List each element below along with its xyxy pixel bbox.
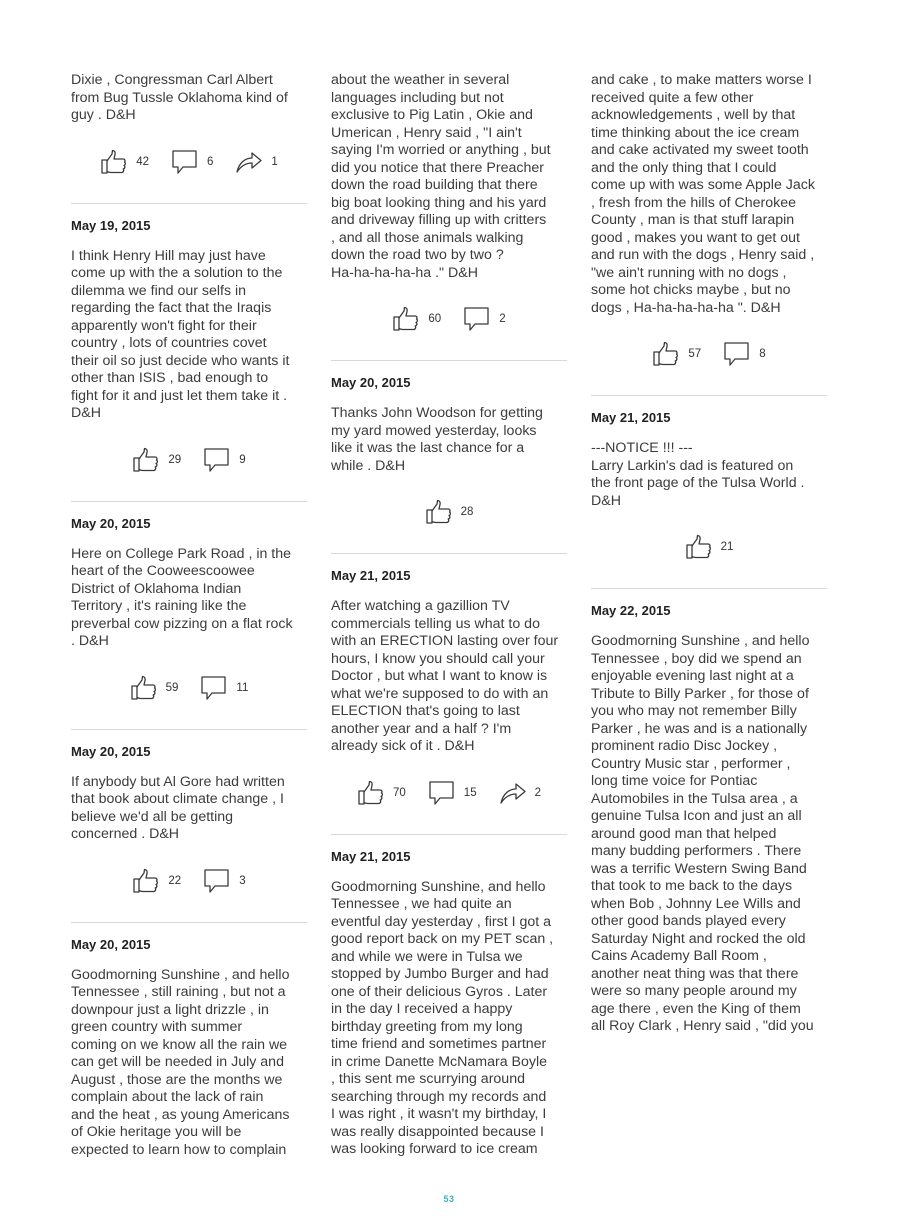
comment-bubble-icon bbox=[723, 341, 751, 367]
thumbs-up-icon bbox=[652, 341, 680, 367]
divider bbox=[71, 729, 307, 730]
post-date: May 20, 2015 bbox=[71, 515, 151, 531]
post-text: Dixie , Congressman Carl Albert from Bug Tussle Oklahoma kind of guy . D&H bbox=[71, 72, 288, 123]
thumbs-up-icon bbox=[392, 306, 420, 332]
reactions-bar bbox=[331, 489, 567, 535]
post-text: If anybody but Al Gore had written that book about climate change , I believe we'd all be getting concerned . D&H bbox=[71, 773, 285, 842]
comment-button[interactable] bbox=[463, 306, 505, 332]
like-count: 57 bbox=[688, 348, 702, 360]
post bbox=[71, 218, 307, 502]
comment-bubble-icon bbox=[200, 675, 228, 701]
post-date: May 20, 2015 bbox=[71, 936, 151, 952]
share-count: 1 bbox=[271, 155, 278, 168]
reactions-bar bbox=[71, 858, 307, 904]
comment-button[interactable] bbox=[203, 447, 245, 473]
like-count: 28 bbox=[460, 506, 474, 518]
like-count: 59 bbox=[165, 681, 179, 694]
comment-button[interactable] bbox=[723, 341, 765, 367]
post bbox=[591, 603, 827, 1036]
post bbox=[71, 516, 307, 730]
column-2 bbox=[331, 72, 567, 1159]
divider bbox=[591, 395, 827, 396]
like-button[interactable] bbox=[685, 534, 734, 560]
comment-bubble-icon bbox=[171, 149, 199, 175]
divider bbox=[71, 922, 307, 923]
share-button[interactable] bbox=[499, 780, 541, 806]
post-text: After watching a gazillion TV commercials telling us what to do with an ERECTION lasting over four hours, I know you should call your Doctor , but what I want to know is what we're supposed to do with an ELECTION that's going to last another year and a half ? I'm already sick of it . D&H bbox=[331, 598, 559, 754]
divider bbox=[71, 501, 307, 502]
like-count: 70 bbox=[393, 786, 406, 799]
post bbox=[331, 375, 567, 554]
comment-count: 15 bbox=[463, 786, 477, 799]
reactions-bar bbox=[331, 770, 567, 816]
post bbox=[71, 937, 307, 1160]
like-count: 22 bbox=[168, 874, 182, 887]
like-button[interactable] bbox=[132, 868, 181, 894]
comment-count: 9 bbox=[239, 453, 246, 466]
like-button[interactable] bbox=[130, 675, 179, 701]
reactions-bar bbox=[71, 139, 307, 185]
post-date: May 20, 2015 bbox=[71, 743, 151, 759]
post-text: ---NOTICE !!! --- Larry Larkin's dad is featured on the front page of the Tulsa World . D&H bbox=[591, 440, 805, 509]
post-date: May 21, 2015 bbox=[591, 410, 671, 425]
post bbox=[71, 744, 307, 923]
comment-bubble-icon bbox=[428, 780, 456, 806]
post bbox=[591, 72, 827, 396]
comment-bubble-icon bbox=[463, 306, 491, 332]
like-count: 42 bbox=[136, 155, 149, 168]
divider bbox=[331, 360, 567, 361]
post-date: May 21, 2015 bbox=[331, 568, 411, 583]
divider bbox=[591, 588, 827, 589]
like-count: 60 bbox=[428, 313, 442, 325]
post bbox=[331, 849, 567, 1159]
like-button[interactable] bbox=[392, 306, 441, 332]
thumbs-up-icon bbox=[130, 675, 158, 701]
reactions-bar bbox=[71, 665, 307, 711]
thumbs-up-icon bbox=[132, 868, 160, 894]
share-button[interactable] bbox=[235, 149, 277, 175]
reactions-bar bbox=[331, 296, 567, 342]
page-number: 53 bbox=[443, 1194, 455, 1204]
comment-button[interactable] bbox=[200, 675, 248, 701]
post-date: May 19, 2015 bbox=[71, 217, 151, 233]
divider bbox=[71, 203, 307, 204]
post-date: May 22, 2015 bbox=[591, 603, 671, 618]
comment-count: 6 bbox=[206, 155, 214, 168]
post-text: Thanks John Woodson for getting my yard mowed yesterday, looks like it was the last chance for a while . D&H bbox=[331, 405, 543, 474]
thumbs-up-icon bbox=[425, 499, 453, 525]
post bbox=[331, 72, 567, 361]
comment-bubble-icon bbox=[203, 447, 231, 473]
comment-count: 3 bbox=[239, 874, 246, 887]
post bbox=[331, 568, 567, 835]
thumbs-up-icon bbox=[100, 149, 128, 175]
column-3 bbox=[591, 72, 827, 1036]
share-arrow-icon bbox=[235, 149, 263, 175]
post-text: Goodmorning Sunshine , and hello Tennessee , boy did we spend an enjoyable evening last night at a Tribute to Billy Parker , for those of you who may not remember Billy Parker , he was and is a nationally prominent radio Disc Jockey , Country Music star , performer , long time voice for Pontiac Automobiles in the Tulsa area , a genuine Tulsa Icon and just an all around good man that helped many budding performers . There was a terrific Western Swing Band that took to me back to the days when Bob , Johnny Lee Wills and other good bands played every Saturday Night and rocked the old Cains Academy Ball Room , another neat thing was that there were so many people around my age there , even the King of them all Roy Clark , Henry said , "did you bbox=[591, 633, 814, 1034]
share-arrow-icon bbox=[499, 780, 527, 806]
comment-button[interactable] bbox=[171, 149, 213, 175]
post-text: about the weather in several languages including but not exclusive to Pig Latin , Okie and Umerican , Henry said , "I ain't saying I'm worried or anything , but did you notice that there Preacher down the road building that there big boat looking thing and his yard and driveway filling up with critters , and all those animals walking down the road two by two ? Ha-ha-ha-ha-ha ." D&H bbox=[331, 72, 551, 281]
reactions-bar bbox=[71, 437, 307, 483]
post-text: Here on College Park Road , in the heart of the Cooweescoowee District of Oklahoma Indian Territory , it's raining like the preverbal cow pizzing on a flat rock . D&H bbox=[71, 545, 293, 649]
like-button[interactable] bbox=[132, 447, 181, 473]
like-button[interactable] bbox=[425, 499, 474, 525]
divider bbox=[331, 553, 567, 554]
reactions-bar bbox=[591, 524, 827, 570]
post-date: May 21, 2015 bbox=[331, 848, 411, 864]
like-button[interactable] bbox=[652, 341, 701, 367]
post-date: May 20, 2015 bbox=[331, 375, 411, 390]
post bbox=[591, 410, 827, 589]
like-button[interactable] bbox=[357, 780, 406, 806]
column-1 bbox=[71, 72, 307, 1159]
comment-count: 2 bbox=[499, 313, 506, 325]
comment-button[interactable] bbox=[203, 868, 245, 894]
comment-count: 8 bbox=[759, 348, 766, 360]
reactions-bar bbox=[591, 331, 827, 377]
share-count: 2 bbox=[534, 786, 541, 799]
like-count: 29 bbox=[168, 453, 182, 466]
divider bbox=[331, 834, 567, 835]
post bbox=[71, 72, 307, 204]
post-text: and cake , to make matters worse I received quite a few other acknowledgements , well by that time thinking about the ice cream and cake activated my sweet tooth and the only thing that I could come up with was some Apple Jack , fresh from the hills of Cherokee County , man is that stuff larapin good , makes you want to get out and run with the dogs , Henry said , "we ain't running with no dogs , some hot chicks maybe , but no dogs , Ha-ha-ha-ha-ha ". D&H bbox=[591, 72, 815, 316]
like-count: 21 bbox=[720, 541, 734, 553]
comment-count: 11 bbox=[236, 681, 249, 694]
post-text: I think Henry Hill may just have come up with the a solution to the dilemma we find our selfs in regarding the fact that the Iraqis apparently won't fight for their country , lots of countries covet their oil so just decide who wants it other than ISIS , bad enough to fight for it and just let them take it . D&H bbox=[71, 247, 290, 421]
comment-bubble-icon bbox=[203, 868, 231, 894]
post-text: Goodmorning Sunshine , and hello Tennessee , still raining , but not a downpour just a light drizzle , in green country with summer coming on we know all the rain we can get will be needed in July and August , those are the months we complain about the lack of rain and the heat , as young Americans of Okie heritage you will be expected to learn how to complain bbox=[71, 966, 290, 1158]
comment-button[interactable] bbox=[428, 780, 477, 806]
like-button[interactable] bbox=[100, 149, 149, 175]
thumbs-up-icon bbox=[132, 447, 160, 473]
post-text: Goodmorning Sunshine, and hello Tennessee , we had quite an eventful day yesterday , first I got a good report back on my PET scan , and while we were in Tulsa we stopped by Jumbo Burger and had one of their delicious Gyros . Later in the day I received a happy birthday greeting from my long time friend and sometimes partner in crime Danette McNamara Boyle , this sent me scurrying around searching through my records and I was right , it wasn't my birthday, I was really disappointed because I was looking forward to ice cream bbox=[331, 878, 554, 1157]
thumbs-up-icon bbox=[685, 534, 713, 560]
thumbs-up-icon bbox=[357, 780, 385, 806]
